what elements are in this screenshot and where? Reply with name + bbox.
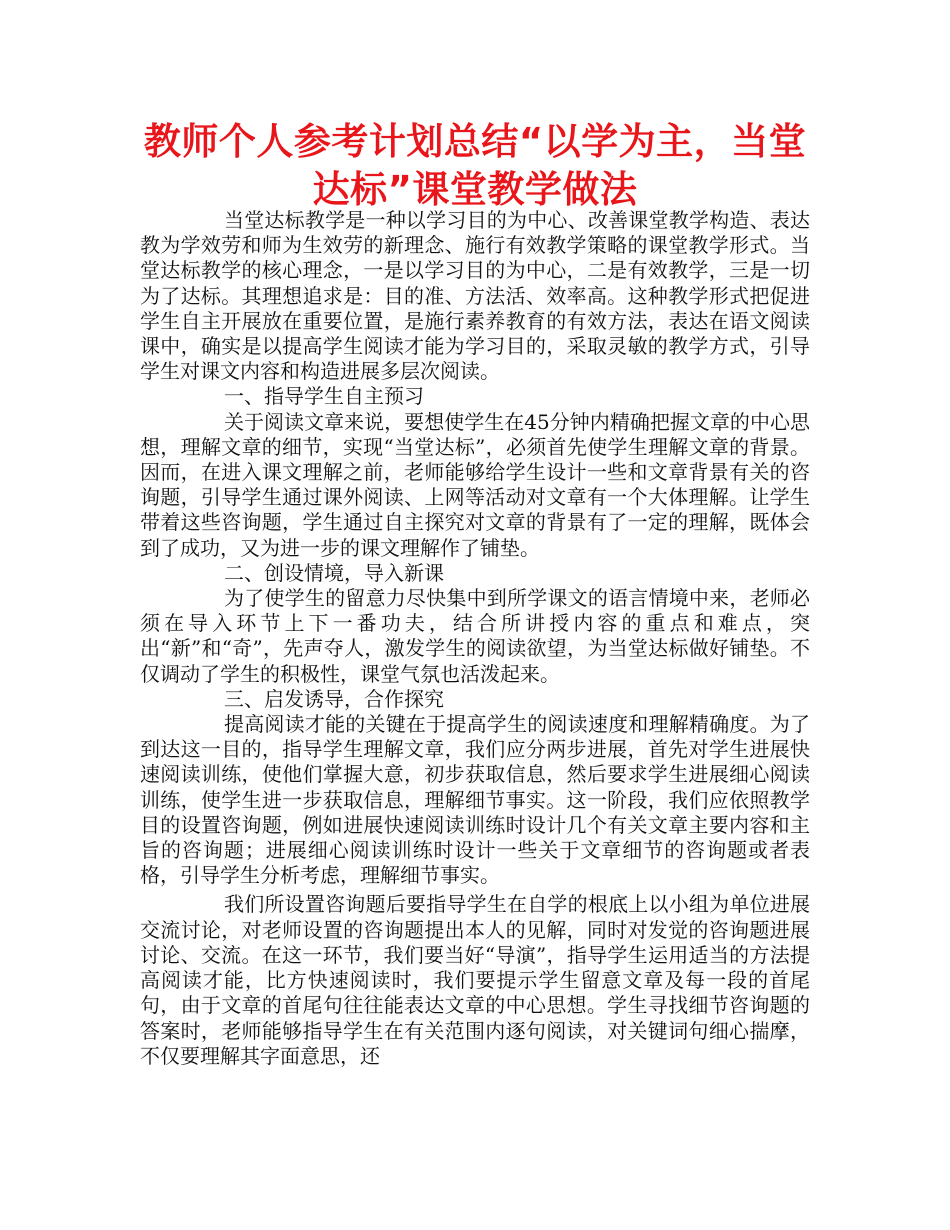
title-line-1: 教师个人参考计划总结“以学为主，当堂 — [143, 120, 807, 163]
section-3-paragraph-1: 提高阅读才能的关键在于提高学生的阅读速度和理解精确度。为了到达这一目的，指导学生理解文章，我们应分两步进展，首先对学生进展快速阅读训练，使他们掌握大意，初步获取信息，然后要求学生进展细心阅读训练，使学生进一步获取信息，理解细节事实。这一阶段，我们应依照教学目的设置咨询题，例如进展快速阅读训练时设计几个有关文章主要内容和主旨的咨询题；进展细心阅读训练时设计一些关于文章细节的咨询题或者表格，引导学生分析考虑，理解细节事实。 — [140, 712, 810, 888]
document-page — [140, 118, 810, 1069]
title-line-2: 达标”课堂教学做法 — [312, 168, 638, 211]
document-title — [140, 118, 810, 214]
section-heading-1: 一、指导学生自主预习 — [224, 384, 424, 409]
document-body — [140, 208, 810, 1069]
section-3-paragraph-2: 我们所设置咨询题后要指导学生在自学的根底上以小组为单位进展交流讨论，对老师设置的咨询题提出本人的见解，同时对发觉的咨询题进展讨论、交流。在这一环节，我们要当好“导演”，指导学生运用适当的方法提高阅读才能，比方快速阅读时，我们要提示学生留意文章及每一段的首尾句，由于文章的首尾句往往能表达文章的中心思想。学生寻找细节咨询题的答案时，老师能够指导学生在有关范围内逐句阅读，对关键词句细心揣摩，不仅要理解其字面意思，还 — [140, 892, 810, 1068]
section-heading-3: 三、启发诱导，合作探究 — [224, 686, 444, 711]
intro-paragraph: 当堂达标教学是一种以学习目的为中心、改善课堂教学构造、表达教为学效劳和师为生效劳的新理念、施行有效教学策略的课堂教学形式。当堂达标教学的核心理念，一是以学习目的为中心，二是有效教学，三是一切为了达标。其理想追求是：目的准、方法活、效率高。这种教学形式把促进学生自主开展放在重要位置，是施行素养教育的有效方法，表达在语文阅读课中，确实是以提高学生阅读才能为学习目的，采取灵敏的教学方式，引导学生对课文内容和构造进展多层次阅读。 — [140, 208, 810, 384]
section-1-paragraph: 关于阅读文章来说，要想使学生在45分钟内精确把握文章的中心思想，理解文章的细节，实现“当堂达标”，必须首先使学生理解文章的背景。因而，在进入课文理解之前，老师能够给学生设计一些和文章背景有关的咨询题，引导学生通过课外阅读、上网等活动对文章有一个大体理解。让学生带着这些咨询题，学生通过自主探究对文章的背景有了一定的理解，既体会到了成功，又为进一步的课文理解作了铺垫。 — [140, 409, 810, 560]
section-heading-2: 二、创设情境，导入新课 — [224, 560, 444, 585]
section-2-paragraph: 为了使学生的留意力尽快集中到所学课文的语言情境中来，老师必须在导入环节上下一番功夫，结合所讲授内容的重点和难点，突出“新”和“奇”，先声夺人，激发学生的阅读欲望，为当堂达标做好铺垫。不仅调动了学生的积极性，课堂气氛也活泼起来。 — [140, 586, 810, 686]
